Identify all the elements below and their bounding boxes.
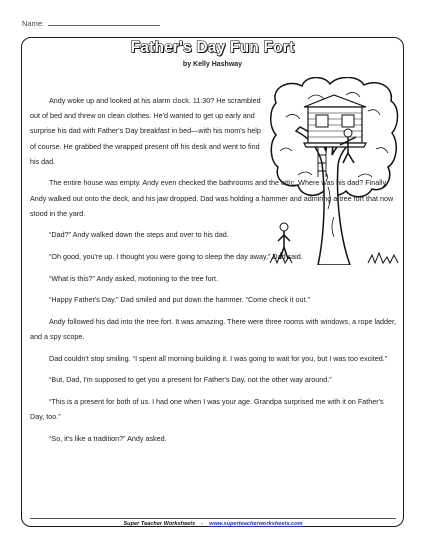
footer-separator: - (201, 521, 204, 527)
page-title: Father's Day Fun Fort (130, 39, 295, 56)
story-paragraph: Dad couldn't stop smiling. “I spent all morning building it. I was going to wait for you, but I was too excited.” (49, 353, 388, 363)
name-blank-line[interactable] (48, 18, 160, 26)
footer-website-link[interactable]: www.superteacherworksheets.com (209, 521, 303, 527)
story-paragraph: “Dad?” Andy walked down the steps and over to his dad. (49, 230, 229, 240)
story-paragraph: “Happy Father's Day.” Dad smiled and put down the hammer. “Come check it out.” (49, 295, 310, 305)
story-paragraph: Andy woke up and looked at his alarm clock. 11:30? He scrambled out of bed and threw on clean clothes. He'd wanted to get up early and surprise his dad with Father's Day breakfast in bed—with his mom's help of course. He grabbed the wrapped present off his desk and went to find his dad. (30, 96, 261, 166)
story-paragraph: The entire house was empty. Andy even checked the bathrooms and the attic. Where was his dad? Finally, Andy walked out onto the deck, and his jaw dropped. Dad was holding a hammer and admiring a tree fort that now stood in the yard. (30, 178, 394, 218)
story-paragraph: “Oh good, you're up. I thought you were going to sleep the day away,” Dad said. (49, 252, 303, 261)
story-text (30, 93, 398, 452)
story-paragraph: “So, it's like a tradition?” Andy asked. (49, 433, 167, 443)
story-paragraph: “But, Dad, I'm supposed to get you a present for Father's Day, not the other way around.” (49, 375, 332, 385)
name-field-row (22, 18, 160, 28)
name-label: Name: (22, 19, 45, 28)
story-paragraph: “What is this?” Andy asked, motioning to the tree fort. (49, 273, 218, 283)
author-byline: by Kelly Hashway (182, 61, 243, 68)
footer-brand: Super Teacher Worksheets (123, 521, 196, 527)
story-paragraph: “This is a present for both of us. I had one when I was your age. Grandpa surprised me with it on Father's Day, too.” (30, 396, 384, 421)
page-footer (30, 518, 396, 527)
story-paragraph: Andy followed his dad into the tree fort. It was amazing. There were three rooms with windows, a rope ladder, and a spy scope. (30, 316, 397, 341)
